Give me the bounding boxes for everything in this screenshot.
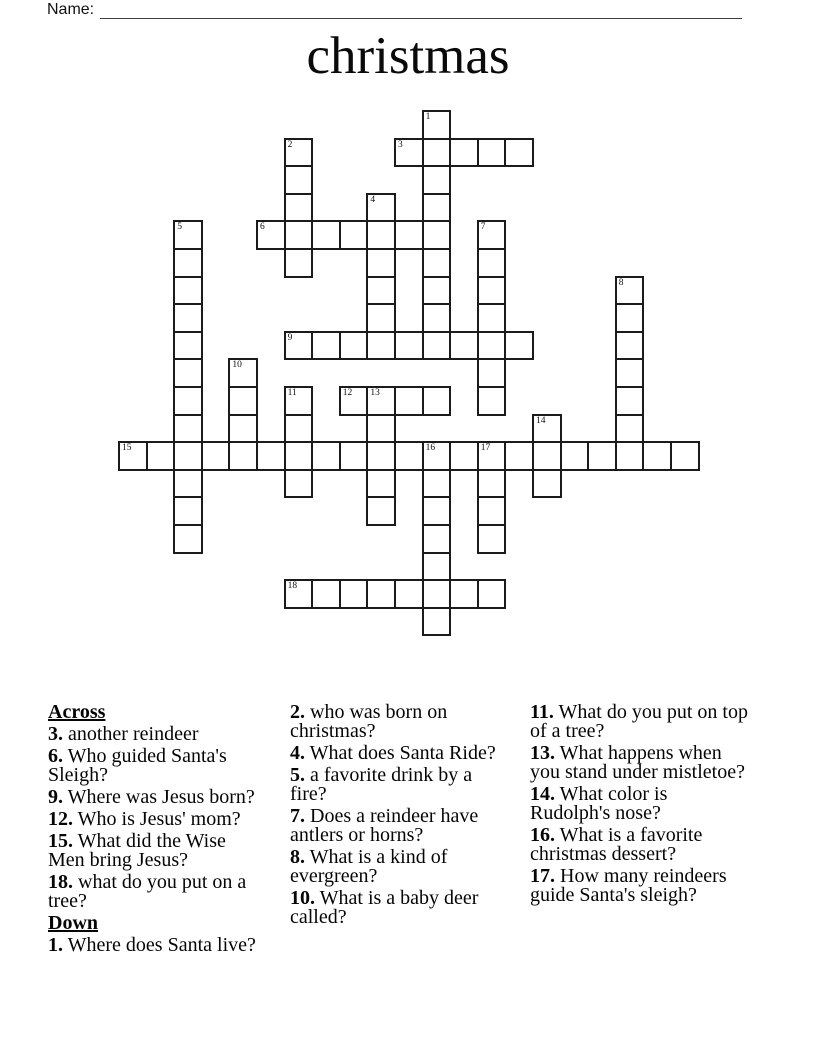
grid-cell[interactable] <box>366 414 396 444</box>
clue-8: 8. What is a kind of evergreen? <box>290 846 448 887</box>
grid-cell[interactable] <box>422 607 452 637</box>
grid-cell[interactable] <box>615 358 645 388</box>
grid-cell[interactable] <box>173 441 203 471</box>
grid-cell[interactable] <box>615 441 645 471</box>
grid-cell[interactable] <box>477 469 507 499</box>
grid-cell[interactable] <box>173 414 203 444</box>
cell-number: 12 <box>342 388 353 398</box>
clue-number: 13. <box>530 742 555 764</box>
grid-cell[interactable] <box>422 469 452 499</box>
grid-cell[interactable] <box>394 138 424 168</box>
clue-number: 2. <box>290 701 305 723</box>
grid-cell[interactable] <box>339 386 369 416</box>
grid-cell[interactable] <box>477 138 507 168</box>
grid-cell[interactable] <box>366 248 396 278</box>
grid-cell[interactable] <box>284 469 314 499</box>
grid-cell[interactable] <box>422 248 452 278</box>
grid-cell[interactable] <box>422 303 452 333</box>
grid-cell[interactable] <box>284 248 314 278</box>
clue-7: 7. Does a reindeer have antlers or horns? <box>290 805 479 846</box>
grid-cell[interactable] <box>422 386 452 416</box>
grid-cell[interactable] <box>532 414 562 444</box>
grid-cell[interactable] <box>173 220 203 250</box>
grid-cell[interactable] <box>366 496 396 526</box>
clue-column-3 <box>530 703 752 908</box>
clue-16: 16. What is a favorite christmas dessert? <box>530 824 703 865</box>
grid-cell[interactable] <box>477 358 507 388</box>
grid-cell[interactable] <box>228 414 258 444</box>
grid-cell[interactable] <box>642 441 672 471</box>
grid-cell[interactable] <box>284 386 314 416</box>
grid-cell[interactable] <box>422 165 452 195</box>
grid-cell[interactable] <box>173 469 203 499</box>
clue-number: 16. <box>530 824 555 846</box>
name-label: Name: <box>47 1 95 18</box>
grid-cell[interactable] <box>422 276 452 306</box>
grid-cell[interactable] <box>587 441 617 471</box>
clue-number: 9. <box>48 786 63 808</box>
grid-cell[interactable] <box>311 220 341 250</box>
clue-number: 12. <box>48 808 73 830</box>
cell-number: 6 <box>260 222 265 233</box>
clue-number: 18. <box>48 871 73 893</box>
grid-cell[interactable] <box>339 331 369 361</box>
grid-cell[interactable] <box>615 331 645 361</box>
grid-cell[interactable] <box>422 524 452 554</box>
clue-10: 10. What is a baby deer called? <box>290 887 479 928</box>
cell-number: 10 <box>232 360 242 371</box>
grid-cell[interactable] <box>366 193 396 223</box>
cell-number: 13 <box>370 388 380 398</box>
grid-cell[interactable] <box>449 579 479 609</box>
clue-4: 4. What does Santa Ride? <box>290 742 496 764</box>
clue-18: 18. what do you put on a tree? <box>48 871 247 912</box>
clue-5: 5. a favorite drink by a fire? <box>290 764 473 805</box>
grid-cell[interactable] <box>173 248 203 278</box>
grid-cell[interactable] <box>366 331 396 361</box>
clue-1: 1. Where does Santa live? <box>48 934 256 956</box>
grid-cell[interactable] <box>173 331 203 361</box>
clue-number: 15. <box>48 830 73 852</box>
grid-cell[interactable] <box>394 386 424 416</box>
grid-cell[interactable] <box>394 220 424 250</box>
grid-cell[interactable] <box>477 496 507 526</box>
grid-cell[interactable] <box>173 496 203 526</box>
grid-cell[interactable] <box>504 138 534 168</box>
grid-cell[interactable] <box>173 303 203 333</box>
clue-column-1 <box>48 703 264 958</box>
grid-cell[interactable] <box>173 276 203 306</box>
grid-cell[interactable] <box>173 358 203 388</box>
grid-cell[interactable] <box>311 441 341 471</box>
grid-cell[interactable] <box>422 496 452 526</box>
grid-cell[interactable] <box>615 386 645 416</box>
grid-cell[interactable] <box>339 579 369 609</box>
grid-cell[interactable] <box>532 469 562 499</box>
grid-cell[interactable] <box>284 138 314 168</box>
cell-number: 7 <box>480 222 486 233</box>
grid-cell[interactable] <box>422 138 452 168</box>
clue-number: 14. <box>530 783 555 805</box>
grid-cell[interactable] <box>311 331 341 361</box>
cell-number: 9 <box>287 332 293 343</box>
grid-cell[interactable] <box>394 331 424 361</box>
grid-cell[interactable] <box>118 441 148 471</box>
clue-6: 6. Who guided Santa's Sleigh? <box>48 745 227 786</box>
clue-12: 12. Who is Jesus' mom? <box>48 808 241 830</box>
grid-cell[interactable] <box>422 441 452 471</box>
clue-13: 13. What happens when you stand under mistletoe? <box>530 742 745 783</box>
clue-2: 2. who was born on christmas? <box>290 701 448 742</box>
grid-cell[interactable] <box>449 441 479 471</box>
clue-3: 3. another reindeer <box>48 723 199 745</box>
cell-number: 15 <box>122 443 132 454</box>
grid-cell[interactable] <box>422 331 452 361</box>
grid-cell[interactable] <box>228 386 258 416</box>
cell-number: 3 <box>398 139 403 150</box>
grid-cell[interactable] <box>366 303 396 333</box>
grid-cell[interactable] <box>560 441 590 471</box>
down-header: Down <box>48 912 99 934</box>
cell-number: 4 <box>370 194 376 205</box>
clue-number: 3. <box>48 723 63 745</box>
grid-cell[interactable] <box>477 331 507 361</box>
name-fill-line[interactable] <box>100 6 742 19</box>
grid-cell[interactable] <box>615 276 645 306</box>
grid-cell[interactable] <box>477 303 507 333</box>
grid-cell[interactable] <box>477 524 507 554</box>
clue-17: 17. How many reindeers guide Santa's sleigh? <box>530 865 727 906</box>
grid-cell[interactable] <box>366 469 396 499</box>
cell-number: 17 <box>480 443 491 454</box>
grid-cell[interactable] <box>311 579 341 609</box>
grid-cell[interactable] <box>284 414 314 444</box>
grid-cell[interactable] <box>477 276 507 306</box>
cell-number: 11 <box>287 388 297 398</box>
grid-cell[interactable] <box>339 441 369 471</box>
grid-cell[interactable] <box>394 441 424 471</box>
grid-cell[interactable] <box>394 579 424 609</box>
grid-cell[interactable] <box>173 386 203 416</box>
grid-cell[interactable] <box>449 138 479 168</box>
grid-cell[interactable] <box>366 441 396 471</box>
grid-cell[interactable] <box>366 220 396 250</box>
grid-cell[interactable] <box>284 193 314 223</box>
grid-cell[interactable] <box>256 220 286 250</box>
clue-11: 11. What do you put on top of a tree? <box>530 701 748 742</box>
clue-number: 10. <box>290 887 315 909</box>
grid-cell[interactable] <box>366 386 396 416</box>
grid-cell[interactable] <box>284 331 314 361</box>
grid-cell[interactable] <box>615 303 645 333</box>
grid-cell[interactable] <box>670 441 700 471</box>
cell-number: 8 <box>618 277 624 288</box>
clue-number: 17. <box>530 865 555 887</box>
grid-cell[interactable] <box>146 441 176 471</box>
grid-cell[interactable] <box>366 579 396 609</box>
cell-number: 5 <box>177 222 182 233</box>
grid-cell[interactable] <box>339 220 369 250</box>
grid-cell[interactable] <box>504 331 534 361</box>
clue-9: 9. Where was Jesus born? <box>48 786 255 808</box>
grid-cell[interactable] <box>477 248 507 278</box>
grid-cell[interactable] <box>422 110 452 140</box>
grid-cell[interactable] <box>422 552 452 582</box>
cell-number: 18 <box>287 581 298 592</box>
clue-number: 11. <box>530 701 554 723</box>
grid-cell[interactable] <box>366 276 396 306</box>
clue-number: 8. <box>290 846 305 868</box>
clue-number: 6. <box>48 745 63 767</box>
cell-number: 1 <box>425 112 431 122</box>
grid-cell[interactable] <box>228 441 258 471</box>
grid-cell[interactable] <box>284 579 314 609</box>
grid-cell[interactable] <box>477 220 507 250</box>
grid-cell[interactable] <box>173 524 203 554</box>
clue-14: 14. What color is Rudolph's nose? <box>530 783 668 824</box>
across-header: Across <box>48 701 106 723</box>
clue-15: 15. What did the Wise Men bring Jesus? <box>48 830 226 871</box>
grid-cell[interactable] <box>422 220 452 250</box>
grid-cell[interactable] <box>477 386 507 416</box>
grid-cell[interactable] <box>477 441 507 471</box>
grid-cell[interactable] <box>422 193 452 223</box>
grid-cell[interactable] <box>477 579 507 609</box>
cell-number: 16 <box>425 443 436 454</box>
clue-number: 4. <box>290 742 305 764</box>
grid-cell[interactable] <box>284 165 314 195</box>
clue-number: 5. <box>290 764 305 786</box>
cell-number: 2 <box>287 139 293 150</box>
cell-number: 14 <box>536 415 546 426</box>
grid-cell[interactable] <box>422 579 452 609</box>
grid-cell[interactable] <box>532 441 562 471</box>
grid-cell[interactable] <box>449 331 479 361</box>
puzzle-title: christmas <box>306 27 510 85</box>
grid-cell[interactable] <box>615 414 645 444</box>
grid-cell[interactable] <box>228 358 258 388</box>
grid-cell[interactable] <box>201 441 231 471</box>
grid-cell[interactable] <box>284 220 314 250</box>
grid-cell[interactable] <box>284 441 314 471</box>
clue-number: 1. <box>48 934 63 956</box>
clue-number: 7. <box>290 805 305 827</box>
grid-cell[interactable] <box>256 441 286 471</box>
grid-cell[interactable] <box>504 441 534 471</box>
clue-column-2 <box>290 703 506 930</box>
